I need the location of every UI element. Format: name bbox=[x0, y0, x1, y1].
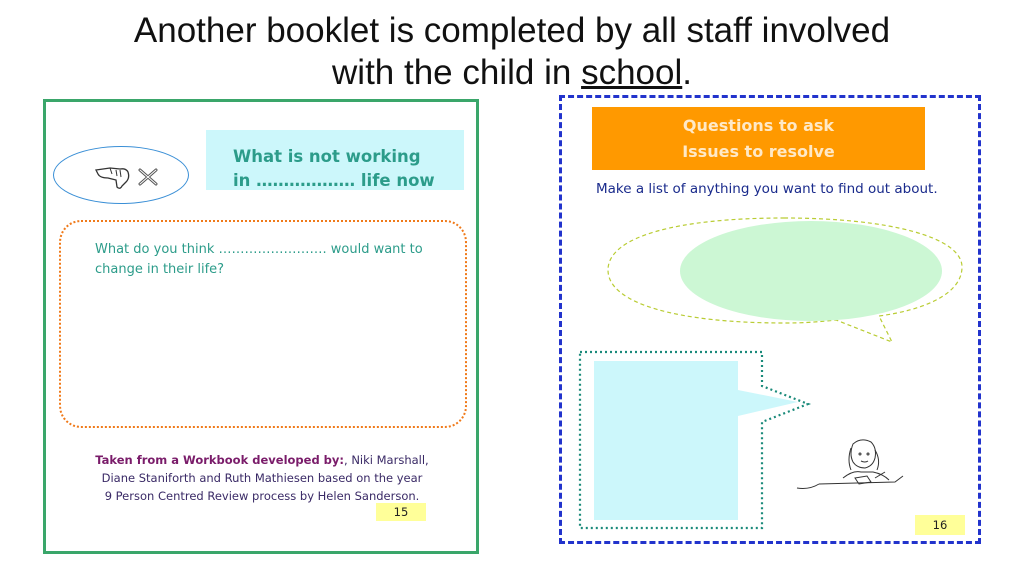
credit-rest: , Niki Marshall, bbox=[344, 453, 429, 467]
slide-title-line2-c: . bbox=[682, 53, 692, 92]
thumbs-down-cross-icon bbox=[90, 160, 170, 192]
banner-line2: Issues to resolve bbox=[682, 142, 835, 161]
credit-line1 bbox=[57, 451, 467, 469]
questions-banner-text bbox=[592, 113, 925, 165]
credit-line2: Diane Staniforth and Ruth Mathiesen based on the year bbox=[101, 471, 423, 485]
credit-line3: 9 Person Centred Review process by Helen Sanderson. bbox=[104, 489, 420, 503]
heading-line1: What is not working bbox=[233, 147, 421, 166]
child-writing-illustration bbox=[795, 436, 915, 496]
credit-text bbox=[57, 451, 467, 505]
callout-box bbox=[576, 348, 816, 534]
heading-line2: in ……………… life now bbox=[233, 171, 435, 190]
not-working-heading bbox=[233, 145, 463, 193]
slide-title-line2 bbox=[0, 52, 1024, 94]
change-question: What do you think ……………………. would want to change in their life? bbox=[95, 242, 423, 277]
green-speech-area bbox=[680, 221, 942, 321]
credit-bold: Taken from a Workbook developed by: bbox=[95, 453, 345, 467]
slide-title-line2-b: school bbox=[581, 53, 683, 92]
page-number-15: 15 bbox=[376, 503, 426, 521]
slide-title bbox=[0, 10, 1024, 94]
banner-line1: Questions to ask bbox=[682, 116, 835, 135]
page-number-16: 16 bbox=[915, 515, 965, 535]
instruction-text: Make a list of anything you want to find out about. bbox=[596, 181, 938, 197]
slide-title-line2-a: with the child in bbox=[332, 53, 582, 92]
slide-title-line1: Another booklet is completed by all staff involved bbox=[133, 11, 891, 50]
